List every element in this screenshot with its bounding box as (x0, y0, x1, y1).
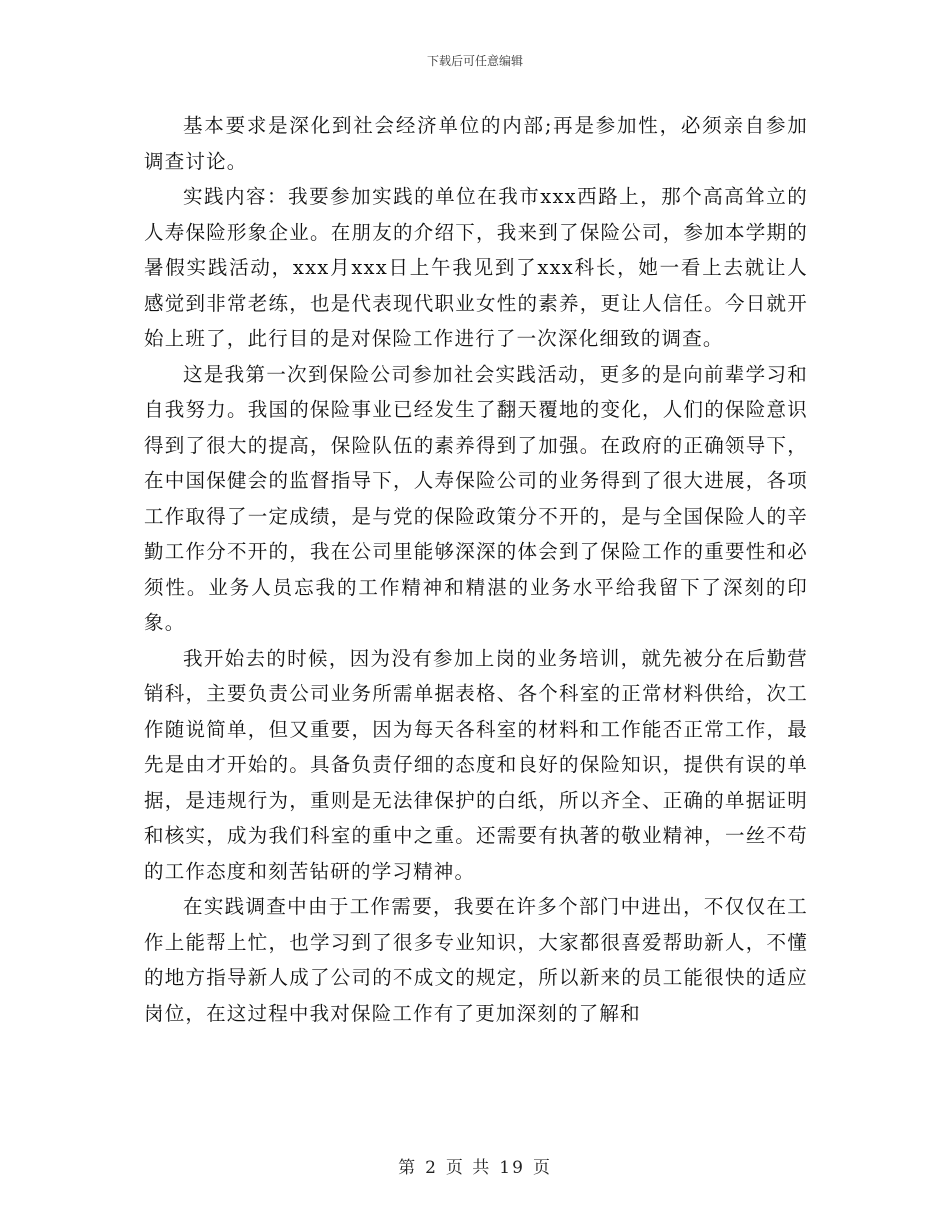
page-header: 下载后可任意编辑 (426, 54, 523, 68)
paragraph-1: 基本要求是深化到社会经济单位的内部;再是参加性，必须亲自参加调查讨论。 (144, 114, 808, 173)
footer-suffix: 页 (532, 1158, 552, 1178)
paragraph-5: 在实践调查中由于工作需要，我要在许多个部门中进出，不仅仅在工作上能帮上忙，也学习到了很多专业知识，大家都很喜爱帮助新人，不懂的地方指导新人成了公司的不成文的规定，所以新来的员工能很快的适应岗位，在这过程中我对保险工作有了更加深刻的了解和 (144, 895, 808, 1025)
total-pages: 19 (499, 1158, 525, 1178)
paragraph-3: 这是我第一次到保险公司参加社会实践活动，更多的是向前辈学习和自我努力。我国的保险事业已经发生了翻天覆地的变化，人们的保险意识得到了很大的提高，保险队伍的素养得到了加强。在政府的正确领导下，在中国保健会的监督指导下，人寿保险公司的业务得到了很大进展，各项工作取得了一定成绩，是与党的保险政策分不开的，是与全国保险人的辛勤工作分不开的，我在公司里能够深深的体会到了保险工作的重要性和必须性。业务人员忘我的工作精神和精湛的业务水平给我留下了深刻的印象。 (144, 362, 808, 634)
footer-middle: 页 共 (445, 1158, 492, 1178)
paragraph-2: 实践内容：我要参加实践的单位在我市xxx西路上，那个高高耸立的人寿保险形象企业。在朋友的介绍下，我来到了保险公司，参加本学期的暑假实践活动，xxx月xxx日上午我见到了xxx科长，她一看上去就让人感觉到非常老练，也是代表现代职业女性的素养，更让人信任。今日就开始上班了，此行目的是对保险工作进行了一次深化细致的调查。 (144, 185, 808, 350)
page-number: 2 (425, 1158, 438, 1178)
footer-prefix: 第 (398, 1158, 418, 1178)
document-body (144, 108, 808, 1031)
page-footer (0, 1153, 950, 1178)
paragraph-4: 我开始去的时候，因为没有参加上岗的业务培训，就先被分在后勤营销科，主要负责公司业务所需单据表格、各个科室的正常材料供给，次工作随说简单，但又重要，因为每天各科室的材料和工作能否正常工作，最先是由才开始的。具备负责仔细的态度和良好的保险知识，提供有误的单据，是违规行为，重则是无法律保护的白纸，所以齐全、正确的单据证明和核实，成为我们科室的重中之重。还需要有执著的敬业精神，一丝不苟的工作态度和刻苦钻研的学习精神。 (144, 646, 808, 883)
